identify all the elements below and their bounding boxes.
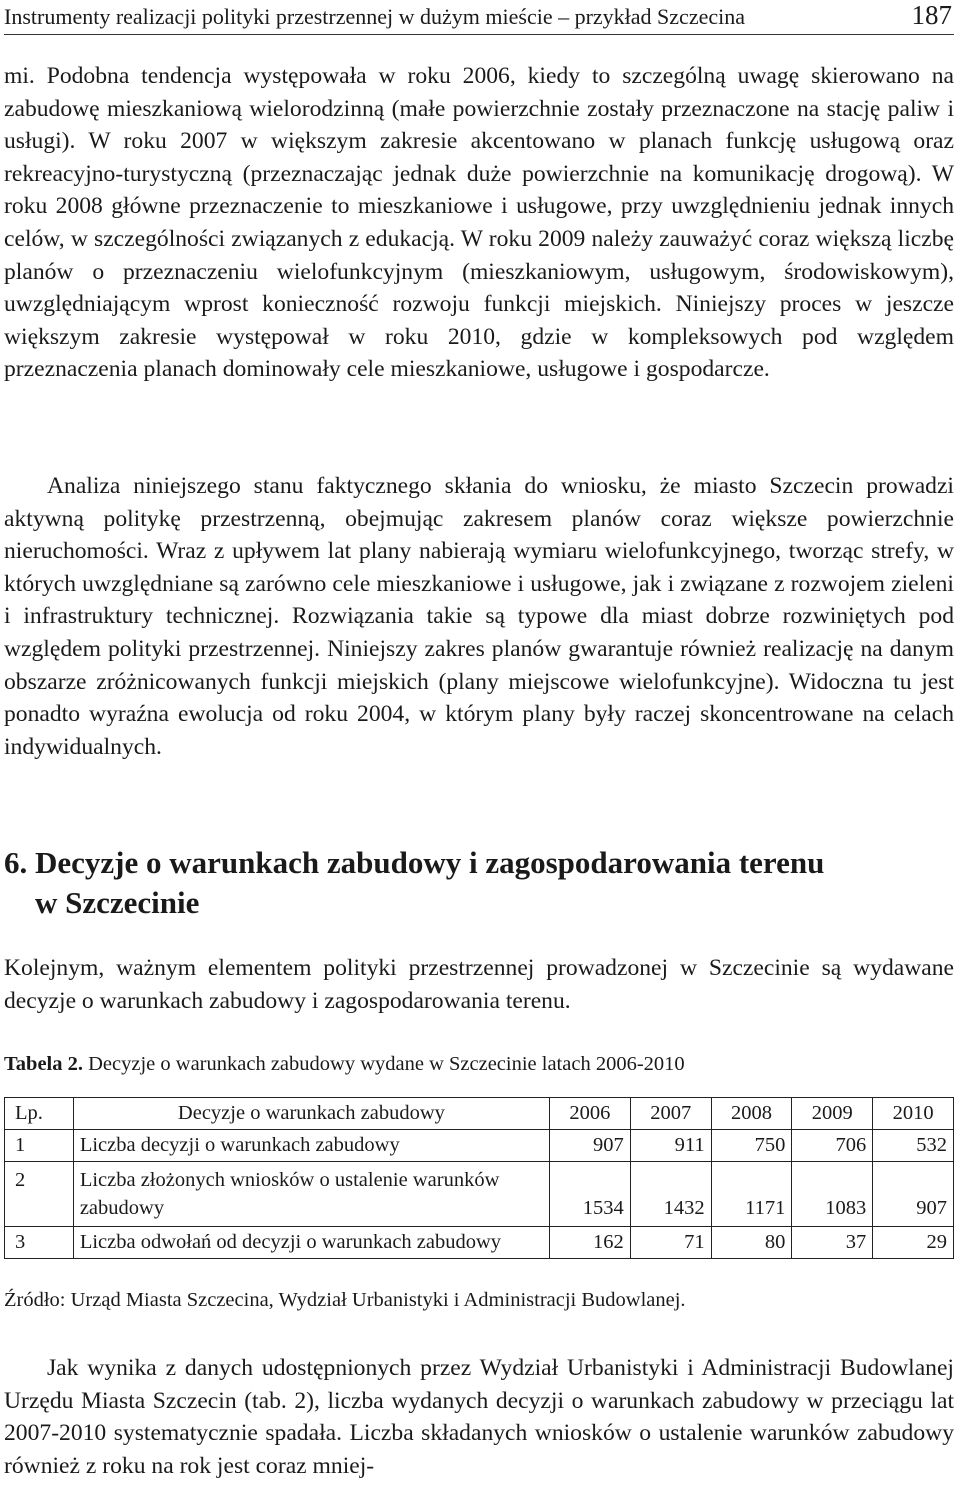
header-lp: Lp. <box>5 1098 74 1130</box>
cell-value: 162 <box>550 1227 631 1259</box>
cell-value: 1432 <box>630 1162 711 1227</box>
running-title: Instrumenty realizacji polityki przestrzennej w dużym mieście – przykład Szczecina <box>4 4 745 29</box>
cell-value: 71 <box>630 1227 711 1259</box>
cell-value: 750 <box>711 1130 792 1162</box>
cell-value: 37 <box>792 1227 873 1259</box>
cell-description: Liczba odwołań od decyzji o warunkach zabudowy <box>73 1227 549 1259</box>
table-source-note: Źródło: Urząd Miasta Szczecina, Wydział Urbanistyki i Administracji Budowlanej. <box>4 1289 686 1311</box>
cell-description: Liczba złożonych wniosków o ustalenie warunków zabudowy <box>73 1162 549 1227</box>
section-number: 6. <box>4 845 28 880</box>
header-year: 2010 <box>873 1098 954 1130</box>
header-year: 2008 <box>711 1098 792 1130</box>
table-row <box>5 1227 954 1259</box>
cell-value: 1534 <box>550 1162 631 1227</box>
cell-value: 1171 <box>711 1162 792 1227</box>
table-row <box>5 1130 954 1162</box>
paragraph-3: Kolejnym, ważnym elementem polityki przestrzennej prowadzonej w Szczecinie są wydawane decyzje o warunkach zabudowy i zagospodarowania terenu. <box>4 955 954 1014</box>
cell-value: 907 <box>550 1130 631 1162</box>
header-year: 2006 <box>550 1098 631 1130</box>
cell-value: 907 <box>873 1162 954 1227</box>
header-year: 2009 <box>792 1098 873 1130</box>
cell-value: 1083 <box>792 1162 873 1227</box>
cell-value: 29 <box>873 1227 954 1259</box>
cell-value: 532 <box>873 1130 954 1162</box>
table-row <box>5 1162 954 1227</box>
section-title-line1: Decyzje o warunkach zabudowy i zagospodarowania terenu <box>35 845 825 880</box>
table-header-row <box>5 1098 954 1130</box>
section-title-line2: w Szczecinie <box>35 885 200 920</box>
running-header <box>4 0 954 35</box>
page-number: 187 <box>911 0 952 30</box>
paragraph-2: Analiza niniejszego stanu faktycznego skłania do wniosku, że miasto Szczecin prowadzi aktywną politykę przestrzenną, obejmując zakresem planów coraz większe powierzchnie nieruchomości. Wraz z upływem lat plany nabierają wymiaru wielofunkcyjnego, tworząc strefy, w których uwzględniane są zarówno cele mieszkaniowe i usługowe, jak i związane z rozwojem zieleni i infrastruktury technicznej. Rozwiązania takie są typowe dla miast dobrze rozwiniętych pod względem polityki przestrzennej. Niniejszy zakres planów gwarantuje również realizację na danym obszarze zróżnicowanych funkcji miejskich (plany miejscowe wielofunkcyjne). Widoczna tu jest ponadto wyraźna ewolucja od roku 2004, w którym plany były raczej skoncentrowane na celach indywidualnych. <box>4 473 954 760</box>
cell-value: 706 <box>792 1130 873 1162</box>
cell-description: Liczba decyzji o warunkach zabudowy <box>73 1130 549 1162</box>
table-caption <box>4 1053 685 1076</box>
cell-value: 911 <box>630 1130 711 1162</box>
paragraph-1: mi. Podobna tendencja występowała w roku 2006, kiedy to szczególną uwagę skierowano na zabudowę mieszkaniową wielorodzinną (małe powierzchnie zostały przeznaczone na stację paliw i usługi). W roku 2007 w większym zakresie akcentowano w planach funkcję usługową oraz rekreacyjno-turystyczną (przeznaczając jednak duże powierzchnie na komunikację drogową). W roku 2008 główne przeznaczenie to mieszkaniowe i usługowe, przy uwzględnieniu jednak innych celów, w szczególności związanych z edukacją. W roku 2009 należy zauważyć coraz większą liczbę planów o przeznaczeniu wielofunkcyjnym (mieszkaniowym, usługowym, środowiskowym), uwzględniającym wprost konieczność rozwoju funkcji miejskich. Niniejszy proces w jeszcze większym zakresie występował w roku 2010, gdzie w kompleksowych pod względem przeznaczenia planach dominowały cele mieszkaniowe, usługowe i gospodarcze. <box>4 63 954 383</box>
table-caption-lead: Tabela 2. <box>4 1053 83 1075</box>
table-caption-text: Decyzje o warunkach zabudowy wydane w Szczecinie latach 2006-2010 <box>88 1053 685 1075</box>
cell-lp: 1 <box>5 1130 74 1162</box>
cell-lp: 2 <box>5 1162 74 1227</box>
cell-lp: 3 <box>5 1227 74 1259</box>
decisions-table <box>4 1097 954 1259</box>
header-description: Decyzje o warunkach zabudowy <box>73 1098 549 1130</box>
cell-value: 80 <box>711 1227 792 1259</box>
section-heading <box>4 843 824 923</box>
paragraph-4: Jak wynika z danych udostępnionych przez Wydział Urbanistyki i Administracji Budowlanej Urzędu Miasta Szczecin (tab. 2), liczba wydanych decyzji o warunkach zabudowy w przeciągu lat 2007-2010 systematycznie spadała. Liczba składanych wniosków o ustalenie warunków zabudowy również z roku na rok jest coraz mniej- <box>4 1355 954 1479</box>
header-year: 2007 <box>630 1098 711 1130</box>
